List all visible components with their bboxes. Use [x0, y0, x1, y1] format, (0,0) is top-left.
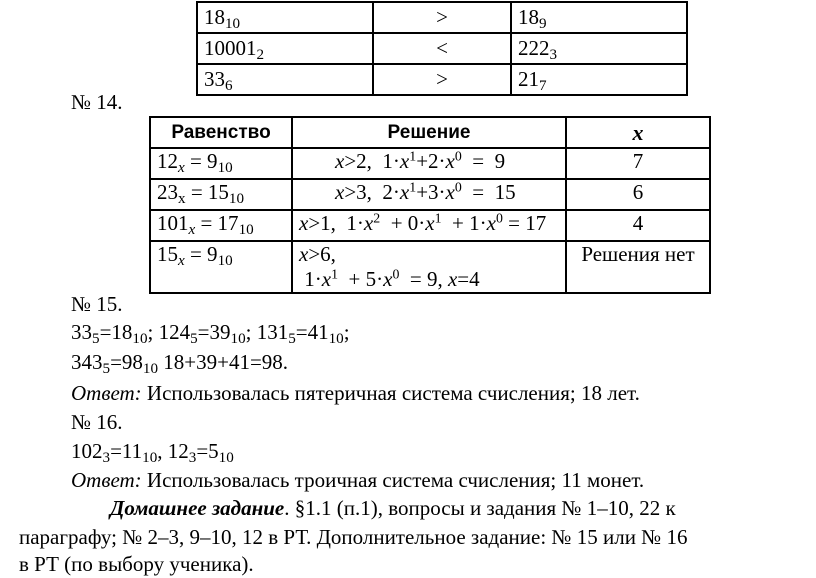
x-cell: 6 [566, 179, 710, 210]
problem-16-answer: Ответ: Использовалась троичная система счисления; 11 монет. [71, 468, 645, 492]
table-header-row [150, 117, 710, 148]
x-cell: 7 [566, 148, 710, 179]
table-row [197, 2, 687, 33]
column-header: Решение [292, 117, 566, 148]
table-row [150, 210, 710, 241]
problem-16-line-1: $102_3=11_{10}$, $12_3=5_{10}$ [71, 439, 234, 466]
comparison-table [196, 1, 688, 96]
heading-14: № 14. [71, 90, 123, 114]
column-header: Равенство [150, 117, 292, 148]
x-cell: 4 [566, 210, 710, 241]
table-row [197, 33, 687, 64]
homework-line-3: в РТ (по выбору ученика). [19, 552, 254, 576]
homework-line-2: параграфу; № 2–3, 9–10, 12 в РТ. Дополнительное задание: № 15 или № 16 [19, 525, 688, 549]
table-cell: $33_6$ [197, 64, 373, 95]
table-row [197, 64, 687, 95]
equality-cell: $12_x = 9_{10}$ [150, 148, 292, 179]
solution-cell: x>3, $2\cdot x^1+3\cdot x^0 = 15$ [292, 179, 566, 210]
solution-cell: x>2, $1\cdot x^1+2\cdot x^0 = 9$ [292, 148, 566, 179]
table-cell: $18_9$ [511, 2, 687, 33]
homework-line-1: Домашнее задание. §1.1 (п.1), вопросы и задания № 1–10, 22 к [110, 496, 676, 520]
heading-16: № 16. [71, 410, 123, 434]
table-cell: > [373, 2, 511, 33]
table-cell: $10001_2$ [197, 33, 373, 64]
table-cell: < [373, 33, 511, 64]
column-header: x [566, 117, 710, 148]
table-row [150, 148, 710, 179]
table-cell: > [373, 64, 511, 95]
table-row [150, 179, 710, 210]
x-cell: Решения нет [566, 241, 710, 293]
problem-15-line-2: $343_5=98_{10}$ 18+39+41=98. [71, 350, 289, 377]
problem-15-line-1: $33_5=18_{10}$; $124_5=39_{10}$; $131_5=41_{10}$; [71, 320, 350, 347]
problem-15-answer: Ответ: Использовалась пятеричная система счисления; 18 лет. [71, 381, 640, 405]
table-cell: $18_{10}$ [197, 2, 373, 33]
heading-15: № 15. [71, 292, 123, 316]
solution-cell: x>1, $1\cdot x^2 + 0\cdot x^1 + 1\cdot x^0 = 17$ [292, 210, 566, 241]
equations-table [149, 116, 711, 294]
equality-cell: $15_x = 9_{10}$ [150, 241, 292, 293]
table-row [150, 241, 710, 293]
table-cell: $222_3$ [511, 33, 687, 64]
equality-cell: $101_x = 17_{10}$ [150, 210, 292, 241]
table-cell: $21_7$ [511, 64, 687, 95]
equality-cell: $23_x = 15_{10}$ [150, 179, 292, 210]
solution-cell: x>6, $1\cdot x^1 + 5\cdot x^0 = 9$, x=4 [292, 241, 566, 293]
